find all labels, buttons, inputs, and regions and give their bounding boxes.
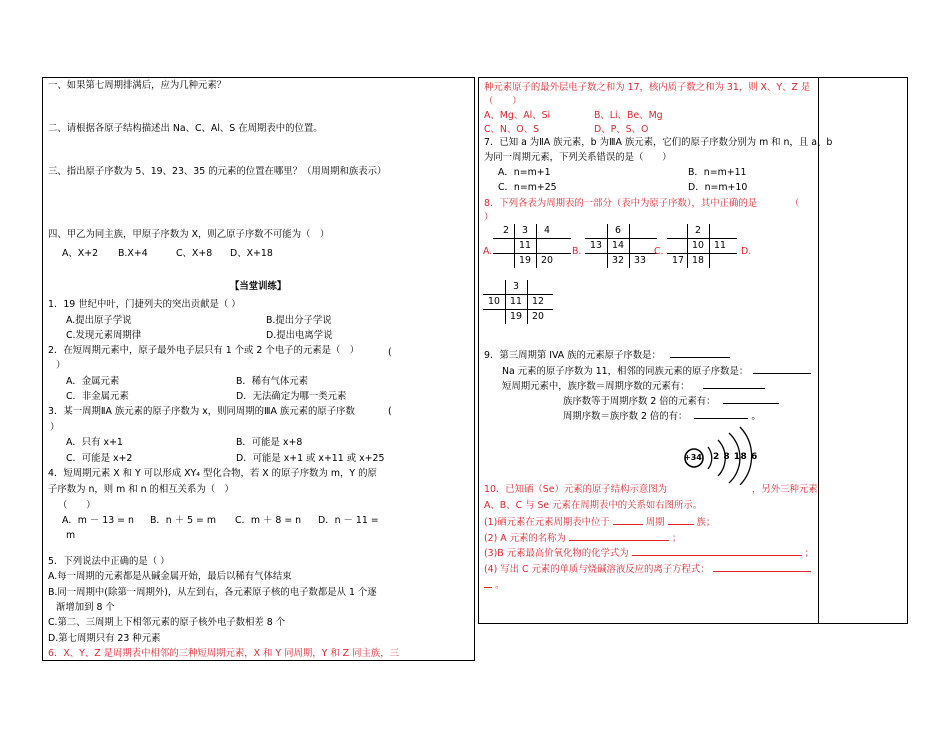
p2-option-d: D．无法确定为哪一类元素: [236, 391, 347, 402]
problem-10-line1-end: ，另外三种元素: [752, 484, 818, 495]
p2-option-c: C．非金属元素: [66, 391, 129, 402]
cell-c-2: 2: [695, 225, 701, 236]
p5-option-c: C.第二、三周期上下相邻元素的原子核外电子数相差 8 个: [48, 617, 286, 628]
cell-b-13: 13: [590, 240, 602, 251]
section-title: 【当堂训练】: [230, 281, 287, 292]
cell-c-17: 17: [672, 255, 684, 266]
selenium-atom-diagram: [680, 425, 760, 485]
p10-q2-end: ；: [671, 533, 682, 544]
cell-a-19: 19: [519, 255, 531, 266]
p7-option-b: B．n=m+11: [688, 167, 747, 178]
p4-option-c: C．m ＋ 8 = n: [235, 515, 302, 526]
problem-9-dot: 。: [751, 411, 761, 422]
question-two: 二、请根据各原子结构描述出 Na、C、Al、S 在周期表中的位置。: [48, 123, 323, 134]
cell-a-4: 4: [544, 225, 550, 236]
p8-label-a: A.: [483, 246, 493, 257]
p4-option-d-tail: m: [66, 530, 76, 541]
p9-blank-1[interactable]: [670, 348, 730, 358]
cell-b-32: 32: [612, 255, 624, 266]
problem-9-b-text: 短周期元素中，族序数＝周期序数的元素有：: [502, 381, 690, 392]
p3-option-a: A．只有 x+1: [66, 437, 123, 448]
p10-question-4-cont: [484, 578, 504, 592]
problem-9-b: [502, 379, 765, 393]
problem-9-text: 9．第三周期第 IVA 族的元素原子序数是：: [484, 350, 661, 361]
p10-q2-blank[interactable]: [569, 531, 669, 541]
p10-q3-text: (3)B 元素最高价氧化物的化学式为: [484, 548, 629, 559]
problem-3-tail: ）: [50, 422, 60, 433]
p2-option-b: B．稀有气体元素: [236, 376, 309, 387]
p10-q1-text-c: 族；: [696, 517, 716, 528]
problem-4-line2: 子序数为 n，则 m 和 n 的相互关系为（ ）: [48, 484, 234, 495]
p1-option-a: A.提出原子学说: [66, 315, 132, 326]
q4-option-b: B.X+4: [118, 248, 148, 259]
problem-3: 3．某一周期ⅡA 族元素的原子序数为 x，则同周期的ⅢA 族元素的原子序数: [48, 406, 355, 417]
cell-d-11: 11: [510, 296, 522, 307]
p9-blank-3[interactable]: [703, 379, 765, 389]
p4-option-b: B．n ＋ 5 = m: [150, 515, 216, 526]
problem-6: 6．X、Y、Z 是周期表中相邻的三种短周期元素，X 和 Y 同周期，Y 和 Z 同主族，三: [48, 648, 399, 659]
problem-9-a: [502, 364, 811, 378]
p2-option-a: A．金属元素: [66, 376, 120, 387]
problem-9-c: [563, 394, 779, 408]
problem-2: 2．在短周期元素中，原子最外电子层只有 1 个或 2 个电子的元素是（ ）: [48, 345, 360, 356]
p8-label-c: C.: [654, 246, 664, 257]
periodic-fragment-b: [585, 224, 661, 269]
problem-9-c-text: 族序数等于周期序数 2 倍的元素有：: [563, 396, 716, 407]
p5-option-d: D.第七周期只有 23 种元素: [48, 633, 161, 644]
p7-option-d: D．n=m+10: [688, 182, 748, 193]
cell-a-20: 20: [541, 255, 553, 266]
margin-paren-2: (: [388, 406, 392, 417]
cell-d-12: 12: [532, 296, 544, 307]
p3-option-b: B．可能是 x+8: [236, 437, 303, 448]
p10-q4-blank-cont[interactable]: [484, 578, 492, 588]
problem-9-d-text: 周期序数＝族序数 2 倍的有：: [563, 411, 688, 422]
p6-option-c: C、N、O、S: [484, 124, 540, 135]
p10-q2-text: (2) A 元素的名称为: [484, 533, 566, 544]
problem-4-line1: 4．短周期元素 X 和 Y 可以形成 XY₄ 型化合物，若 X 的原子序数为 m，Y 的原: [48, 468, 377, 479]
p3-option-c: C．可能是 x+2: [66, 453, 133, 464]
cell-b-33: 33: [634, 255, 646, 266]
cell-d-19: 19: [510, 311, 522, 322]
q4-option-c: C、X+8: [176, 248, 213, 259]
p10-q1-blank-group[interactable]: [668, 515, 694, 525]
p6-option-d: D、P、S、O: [594, 124, 649, 135]
p10-q4-end: 。: [494, 580, 505, 591]
problem-1: 1．19 世纪中叶，门捷列夫的突出贡献是（ ）: [48, 299, 241, 310]
p8-label-b: B.: [572, 246, 582, 257]
p7-option-c: C．n=m+25: [498, 182, 557, 193]
margin-paren-1: (: [388, 347, 392, 358]
question-three: 三、指出原子序数为 5、19、23、35 的元素的位置在哪里？（用周期和族表示）: [48, 166, 387, 177]
p8-label-d: D.: [741, 246, 752, 257]
cell-d-3: 3: [513, 281, 519, 292]
q4-option-d: D、X+18: [230, 248, 273, 259]
problem-2-tail: ）: [56, 360, 66, 371]
cell-d-20: 20: [532, 311, 544, 322]
cell-b-6: 6: [615, 225, 621, 236]
problem-6-paren: （ ）: [484, 96, 522, 107]
problem-7-line1: 7．已知 a 为ⅡA 族元素，b 为ⅢA 族元素，它们的原子序数分别为 m 和 n，且 a、b: [484, 137, 833, 148]
problem-9-d: [563, 409, 761, 423]
cell-c-18: 18: [692, 255, 704, 266]
p4-option-d: D．n － 11 =: [318, 515, 379, 526]
p5-option-b-line2: 渐增加到 8 个: [56, 602, 115, 613]
problem-4-paren: （ ）: [58, 500, 96, 511]
p5-option-a: A.每一周期的元素都是从碱金属开始，最后以稀有气体结束: [48, 571, 292, 582]
question-four: 四、甲乙为同主族，甲原子序数为 X，则乙原子序数不可能为（ ）: [48, 229, 330, 240]
cell-a-3: 3: [522, 225, 528, 236]
p9-blank-4[interactable]: [723, 394, 779, 404]
p10-question-1: [484, 515, 715, 529]
cell-a-2: 2: [503, 225, 509, 236]
p1-option-d: D.提出电离学说: [266, 330, 333, 341]
p6-option-b: B、Li、Be、Mg: [594, 110, 663, 121]
problem-7-line2: 为同一周期元素，下列关系错误的是（ ）: [484, 152, 672, 163]
cell-c-10: 10: [692, 240, 704, 251]
periodic-fragment-a: [493, 224, 573, 269]
p1-option-b: B.提出分子学说: [266, 315, 332, 326]
p10-q4-text: (4) 写出 C 元素的单质与烧碱溶液反应的离子方程式：: [484, 564, 710, 575]
p10-q1-text-b: 周期: [645, 517, 665, 528]
problem-8-line2: ）: [484, 212, 494, 223]
periodic-fragment-c: [667, 224, 739, 269]
periodic-fragment-d: [483, 280, 555, 325]
problem-9-a-text: Na 元素的原子序数为 11，相邻的同族元素的原子序数是：: [502, 366, 749, 377]
cell-c-11: 11: [714, 240, 726, 251]
p3-option-d: D．可能是 x+1 或 x+11 或 x+25: [236, 453, 385, 464]
problem-6-continued: 种元素原子的最外层电子数之和为 17，核内质子数之和为 31，则 X、Y、Z 是: [484, 82, 811, 93]
p1-option-c: C.发现元素周期律: [66, 330, 142, 341]
cell-a-11: 11: [519, 240, 531, 251]
p6-option-a: A、Mg、Al、Si: [484, 110, 551, 121]
p7-option-a: A．n=m+1: [498, 167, 551, 178]
problem-9: [484, 348, 730, 362]
problem-10-line2: A、B、C 与 Se 元素在周期表中的关系如右图所示。: [484, 500, 703, 511]
p10-question-3: [484, 546, 814, 560]
p9-blank-2[interactable]: [753, 364, 811, 374]
cell-b-14: 14: [612, 240, 624, 251]
p9-blank-5[interactable]: [694, 409, 748, 419]
p5-option-b-line1: B.同一周期中(除第一周期外)，从左到右，各元素原子核的电子数都是从 1 个逐: [48, 587, 377, 598]
problem-10-line1: 10．已知硒（Se）元素的原子结构示意图为: [484, 484, 668, 495]
cell-d-10: 10: [488, 296, 500, 307]
p10-question-4: [484, 562, 811, 576]
p10-q1-text-a: (1)硒元素在元素周期表中位于: [484, 517, 610, 528]
atom-nucleus-label: +34: [684, 453, 702, 462]
problem-5: 5．下列说法中正确的是（ ）: [48, 556, 170, 567]
atom-shell-numbers: 2 8 18 6: [713, 452, 758, 462]
q4-option-a: A、X+2: [62, 248, 99, 259]
p10-question-2: [484, 531, 681, 545]
p10-q3-end: ；: [804, 548, 814, 559]
p10-q3-blank[interactable]: [632, 546, 802, 556]
question-one: 一、如果第七周期排满后，应为几种元素？: [48, 80, 227, 91]
p4-option-a: A．m － 13 = n: [62, 515, 134, 526]
p10-q1-blank-period[interactable]: [613, 515, 643, 525]
problem-8-line1: 8．下列各表为周期表的一部分（表中为原子序数），其中正确的是 （: [484, 198, 800, 209]
p10-q4-blank[interactable]: [713, 562, 811, 572]
